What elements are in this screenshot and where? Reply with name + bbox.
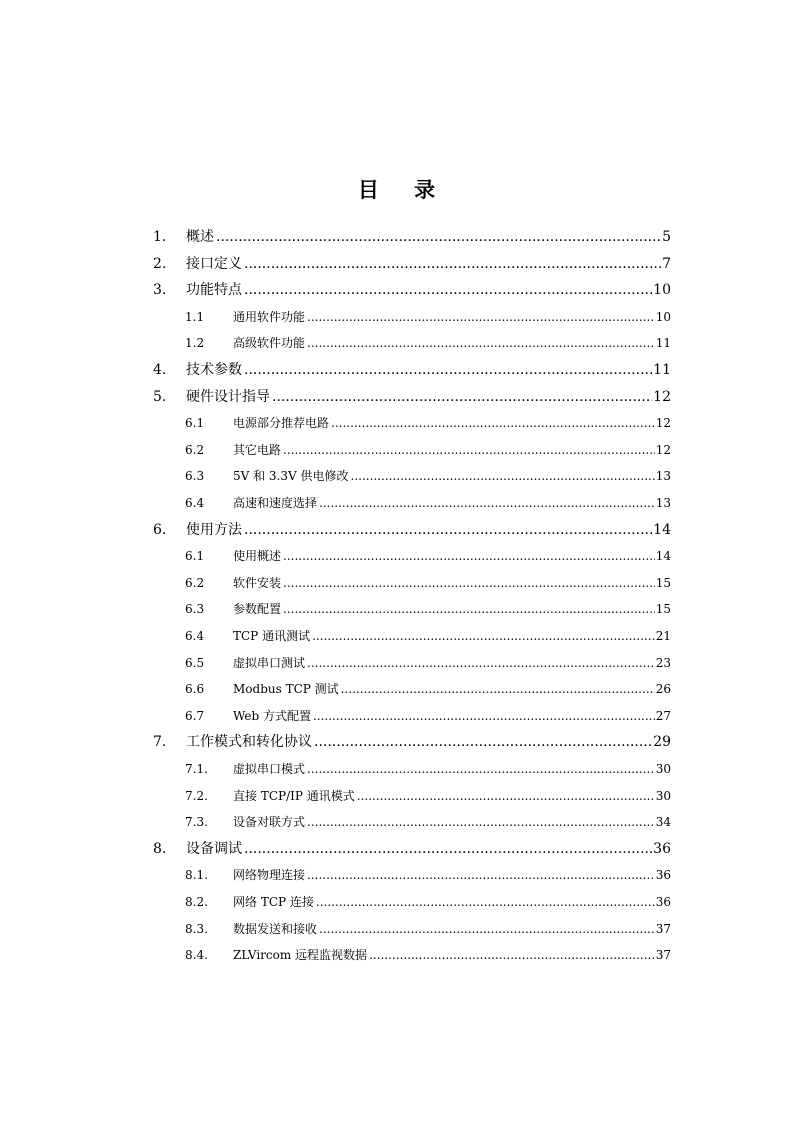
- toc-entry-page-number: 10: [655, 309, 671, 324]
- toc-entry-label: 虚拟串口模式: [233, 762, 306, 776]
- toc-dot-leader: [314, 729, 652, 755]
- toc-entry-label: 网络物理连接: [233, 868, 306, 883]
- toc-dot-leader: [369, 942, 655, 968]
- toc-entry-page-number: 26: [655, 682, 671, 697]
- toc-entry-label: 电源部分推荐电路: [233, 416, 330, 431]
- toc-entry-body: [233, 570, 671, 596]
- toc-entry-number: 1.2: [185, 336, 205, 351]
- toc-entry-body: [233, 809, 671, 835]
- toc-entry-body: [233, 862, 671, 888]
- toc-entry-body: [233, 437, 671, 463]
- toc-entry-number: 7.2.: [185, 788, 208, 803]
- toc-dot-leader: [283, 570, 655, 596]
- toc-entry-label: 参数配置: [233, 602, 282, 617]
- toc-entry-number: 6.2: [185, 442, 205, 457]
- toc-entry-label: 直接 TCP/IP 通讯模式: [233, 788, 355, 803]
- toc-entry-number: 6.3: [185, 469, 205, 484]
- toc-entry-page-number: 13: [655, 469, 671, 484]
- toc-dot-leader: [216, 224, 661, 250]
- toc-dot-leader: [312, 623, 655, 649]
- toc-entry-number: 6.1: [185, 416, 205, 431]
- toc-entry-label: Web 方式配置: [233, 708, 311, 723]
- toc-entry-number: 6.4: [185, 629, 205, 643]
- toc-entry-number: 2.: [153, 255, 167, 272]
- toc-entry-page-number: 13: [655, 496, 671, 510]
- toc-entry-page-number: 23: [655, 655, 671, 670]
- toc-entry-page-number: 11: [653, 362, 671, 378]
- toc-entry-page-number: 27: [655, 708, 671, 723]
- toc-entry-body: [186, 729, 671, 755]
- toc-dot-leader: [307, 862, 655, 888]
- toc-dot-leader: [283, 543, 655, 569]
- toc-entry-label: 硬件设计指导: [186, 388, 270, 405]
- toc-dot-leader: [307, 330, 655, 356]
- toc-entry-body: [233, 650, 671, 676]
- toc-entry-page-number: 37: [655, 948, 671, 963]
- toc-entry-label: 设备调试: [186, 840, 242, 857]
- toc-dot-leader: [357, 783, 655, 809]
- toc-entry-label: 工作模式和转化协议: [186, 734, 312, 751]
- toc-dot-leader: [307, 304, 655, 330]
- toc-entry-body: [233, 783, 671, 809]
- toc-entry-number: 7.1.: [185, 762, 208, 776]
- toc-dot-leader: [244, 251, 661, 277]
- toc-entry-page-number: 15: [655, 575, 671, 590]
- toc-entry-page-number: 29: [653, 734, 671, 751]
- toc-entry-number: 6.1: [185, 549, 205, 564]
- toc-entry-number: 5.: [153, 388, 167, 405]
- toc-dot-leader: [244, 357, 652, 383]
- toc-entry-label: 软件安装: [233, 575, 282, 590]
- toc-entry-body: [186, 517, 671, 543]
- toc-entry-number: 8.4.: [185, 948, 208, 963]
- toc-entry-number: 6.4: [185, 496, 205, 510]
- toc-entry-body: [186, 384, 671, 410]
- toc-entry-page-number: 12: [653, 388, 671, 405]
- toc-entry-number: 7.3.: [185, 815, 208, 830]
- toc-entry-number: 6.6: [185, 682, 205, 697]
- toc-entry-body: [233, 463, 671, 489]
- toc-entry-body: [233, 756, 671, 782]
- toc-entry-number: 6.2: [185, 575, 205, 590]
- toc-dot-leader: [351, 463, 655, 489]
- toc-entry-label: 数据发送和接收: [233, 921, 318, 936]
- toc-entry-number: 8.2.: [185, 895, 208, 909]
- toc-entry-body: [233, 676, 671, 702]
- toc-entry-number: 8.: [153, 840, 167, 857]
- toc-entry-body: [233, 410, 671, 436]
- toc-dot-leader: [283, 596, 655, 622]
- toc-entry-label: 概述: [186, 229, 214, 245]
- toc-dot-leader: [307, 809, 655, 835]
- toc-entry-number: 6.: [153, 521, 167, 538]
- toc-dot-leader: [313, 703, 655, 729]
- toc-entry-number: 1.1: [185, 309, 205, 324]
- toc-entry-body: [186, 224, 671, 250]
- toc-entry-number: 6.5: [185, 655, 205, 670]
- toc-entry-body: [233, 304, 671, 330]
- toc-dot-leader: [244, 836, 652, 862]
- toc-dot-leader: [244, 517, 652, 543]
- toc-entry-page-number: 30: [655, 762, 671, 776]
- toc-entry-page-number: 10: [653, 282, 671, 299]
- toc-dot-leader: [319, 490, 655, 516]
- toc-entry-label: TCP 通讯测试: [233, 629, 311, 643]
- toc-entry-body: [233, 596, 671, 622]
- toc-entry-label: 其它电路: [233, 442, 282, 457]
- toc-entry-body: [186, 251, 671, 277]
- toc-entry-body: [233, 703, 671, 729]
- toc-entry-page-number: 36: [655, 868, 671, 883]
- toc-dot-leader: [319, 916, 655, 942]
- toc-entry-body: [233, 543, 671, 569]
- toc-entry-label: 技术参数: [186, 362, 242, 378]
- toc-entry-body: [233, 330, 671, 356]
- toc-entry-label: 虚拟串口测试: [233, 655, 306, 670]
- toc-entry-label: 网络 TCP 连接: [233, 895, 314, 909]
- toc-dot-leader: [244, 277, 652, 303]
- toc-entry-page-number: 21: [655, 629, 671, 643]
- toc-entry-number: 6.3: [185, 602, 205, 617]
- toc-entry-label: 设备对联方式: [233, 815, 306, 830]
- toc-entry-body: [186, 277, 671, 303]
- toc-dot-leader: [316, 889, 655, 915]
- toc-entry-number: 8.1.: [185, 868, 208, 883]
- toc-entry-number: 4.: [153, 362, 167, 378]
- toc-entry-page-number: 5: [662, 229, 671, 245]
- toc-dot-leader: [331, 410, 655, 436]
- toc-entry-number: 8.3.: [185, 921, 208, 936]
- toc-entry-label: Modbus TCP 测试: [233, 682, 339, 697]
- toc-dot-leader: [307, 756, 655, 782]
- toc-entry-page-number: 36: [655, 895, 671, 909]
- toc-entry-label: 接口定义: [186, 255, 242, 272]
- toc-entry-label: 高速和速度选择: [233, 496, 318, 510]
- toc-entry-label: 使用方法: [186, 521, 242, 538]
- toc-entry-number: 6.7: [185, 708, 205, 723]
- toc-entry-page-number: 12: [655, 416, 671, 431]
- toc-entry-number: 7.: [153, 734, 167, 751]
- toc-entry-page-number: 12: [655, 442, 671, 457]
- toc-entry-page-number: 14: [653, 521, 671, 538]
- toc-entry-body: [233, 889, 671, 915]
- toc-entry-page-number: 37: [655, 921, 671, 936]
- toc-entry-body: [233, 490, 671, 516]
- toc-entry-page-number: 36: [653, 840, 671, 857]
- toc-entry-body: [233, 916, 671, 942]
- toc-entry-body: [233, 623, 671, 649]
- toc-dot-leader: [307, 650, 655, 676]
- toc-entry-number: 3.: [153, 282, 167, 299]
- toc-entry-body: [233, 942, 671, 968]
- toc-title: 目 录: [357, 178, 450, 202]
- toc-entry-page-number: 11: [655, 336, 671, 351]
- toc-entry-label: 高级软件功能: [233, 336, 306, 351]
- toc-entry-body: [186, 836, 671, 862]
- toc-dot-leader: [283, 437, 655, 463]
- toc-entry-label: 使用概述: [233, 549, 282, 564]
- toc-entry-label: 5V 和 3.3V 供电修改: [233, 469, 349, 484]
- toc-entry-page-number: 15: [655, 602, 671, 617]
- toc-dot-leader: [341, 676, 655, 702]
- toc-entry-page-number: 14: [655, 549, 671, 564]
- toc-entry-label: ZLVircom 远程监视数据: [233, 948, 368, 963]
- toc-entry-page-number: 34: [655, 815, 671, 830]
- toc-dot-leader: [272, 384, 652, 410]
- toc-entry-page-number: 7: [662, 255, 671, 272]
- toc-entry-number: 1.: [153, 229, 167, 245]
- toc-entry-page-number: 30: [655, 788, 671, 803]
- toc-entry-body: [186, 357, 671, 383]
- toc-entry-label: 功能特点: [186, 282, 242, 299]
- toc-entry-label: 通用软件功能: [233, 309, 306, 324]
